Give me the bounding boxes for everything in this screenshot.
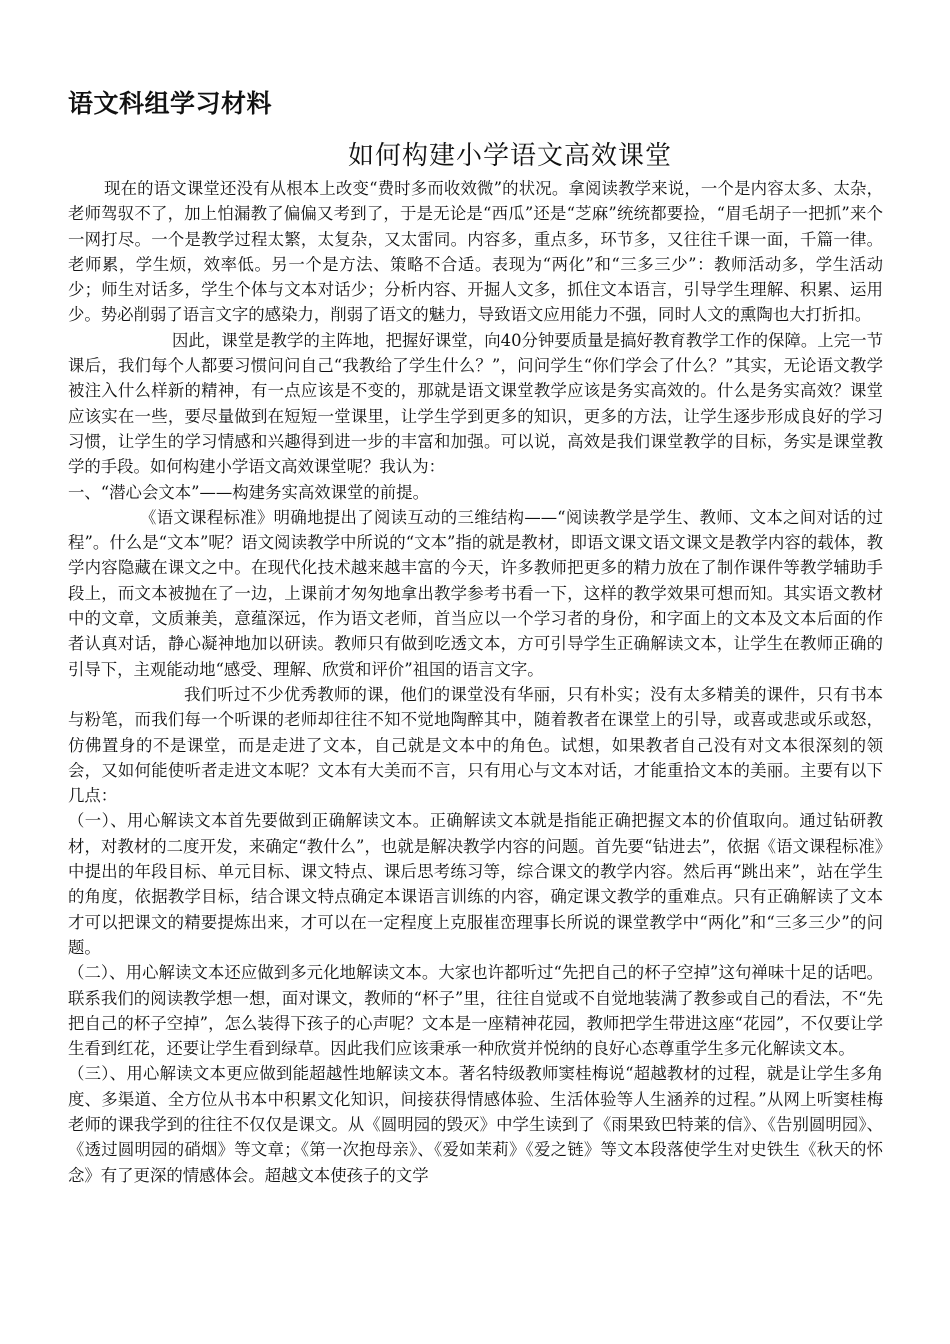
paragraph-therefore: 因此，课堂是教学的主阵地，把握好课堂，向40分钟要质量是搞好教育教学工作的保障。上完一节课后，我们每个人都要习惯问问自己“我教给了学生什么？”，问问学生“你们学会了什么？”其实，无论语文教学被注入什么样新的精神，有一点应该是不变的，那就是语文课堂教学应该是务实高效的。什么是务实高效？课堂应该实在一些，要尽量做到在短短一堂课里，让学生学到更多的知识，更多的方法，让学生逐步形成良好的学习习惯，让学生的学习情感和兴趣得到进一步的丰富和加强。可以说，高效是我们课堂教学的目标，务实是课堂教学的手段。如何构建小学语文高效课堂呢？我认为： [68, 330, 883, 477]
paragraph-curriculum-standard: 《语文课程标准》明确地提出了阅读互动的三维结构——“阅读教学是学生、教师、文本之间对话的过程”。什么是“文本”呢？语文阅读教学中所说的“文本”指的就是教材，即语文课文语文课文是教学内容的载体，教学内容隐藏在课文之中。在现代化技术越来越丰富的今天，许多教师把更多的精力放在了制作课件等教学辅助手段上，而文本被抛在了一边，上课前才匆匆地拿出教学参考书看一下，这样的教学效果可想而知。其实语文教材中的文章，文质兼美，意蕴深远，作为语文老师，首当应以一个学习者的身份，和字面上的文本及文本后面的作者认真对话，静心凝神地加以研读。教师只有做到吃透文本，方可引导学生正确解读文本，让学生在教师正确的引导下，主观能动地“感受、理解、欣赏和评价”祖国的语言文字。 [68, 507, 883, 679]
paragraph-point-1: （一）、用心解读文本首先要做到正确解读文本。正确解读文本就是指能正确把握文本的价值取向。通过钻研教材，对教材的二度开发，来确定“教什么”，也就是解决教学内容的问题。首先要“钻进去”，依据《语文课程标准》中提出的年段目标、单元目标、课文特点、课后思考练习等，综合课文的教学内容。然后再“跳出来”，站在学生的角度，依据教学目标，结合课文特点确定本课语言训练的内容，确定课文教学的重难点。只有正确解读了文本才可以把课文的精要提炼出来，才可以在一定程度上克服崔峦理事长所说的课堂教学中“两化”和“三多三少”的问题。 [68, 811, 883, 957]
paragraph-point-2: （二）、用心解读文本还应做到多元化地解读文本。大家也许都听过“先把自己的杯子空掉”这句禅味十足的话吧。联系我们的阅读教学想一想，面对课文，教师的“杯子”里，往往自觉或不自觉地装满了教参或自己的看法，不“先把自己的杯子空掉”，怎么装得下孩子的心声呢？文本是一座精神花园，教师把学生带进这座“花园”，不仅要让学生看到红花，还要让学生看到绿草。因此我们应该秉承一种欣赏并悦纳的良好心态尊重学生多元化解读文本。 [68, 963, 883, 1059]
paragraph-intro: 现在的语文课堂还没有从根本上改变“费时多而收效微”的状况。拿阅读教学来说，一个是内容太多、太杂，老师驾驭不了，加上怕漏教了偏偏又考到了，于是无论是“西瓜”还是“芝麻”统统都要捡，“眉毛胡子一把抓”来个一网打尽。一个是教学过程太繁，太复杂，又太雷同。内容多，重点多，环节多，又往往千课一面，千篇一律。老师累，学生烦，效率低。另一个是方法、策略不合适。表现为“两化”和“三多三少”：教师活动多，学生活动少；师生对话多，学生个体与文本对话少；分析内容、开掘人文多，抓住文本语言，引导学生理解、积累、运用少。势必削弱了语言文字的感染力，削弱了语文的魅力，导致语文应用能力不强，同时人文的熏陶也大打折扣。 [68, 179, 883, 325]
section-heading-1: 一、“潜心会文本”——构建务实高效课堂的前提。 [68, 482, 429, 502]
document-title: 如何构建小学语文高效课堂 [347, 141, 672, 171]
document-body [68, 176, 883, 1188]
paragraph-excellent-teachers: 我们听过不少优秀教师的课，他们的课堂没有华丽，只有朴实；没有太多精美的课件，只有书本与粉笔，而我们每一个听课的老师却往往不知不觉地陶醉其中，随着教者在课堂上的引导，或喜或悲或乐或怒，仿佛置身的不是课堂，而是走进了文本，自己就是文本中的角色。试想，如果教者自己没有对文本很深刻的领会，又如何能使听者走进文本呢？文本有大美而不言，只有用心与文本对话，才能重拾文本的美丽。主要有以下几点： [68, 684, 883, 806]
document-header: 语文科组学习材料 [68, 89, 273, 118]
paragraph-point-3: （三）、用心解读文本更应做到能超越性地解读文本。著名特级教师窦桂梅说“超越教材的过程，就是让学生多角度、多渠道、全方位从书本中积累文化知识，间接获得情感体验、生活体验等人生涵养的过程。”从网上听窦桂梅老师的课我学到的往往不仅仅是课文。从《圆明园的毁灭》中学生读到了《雨果致巴特莱的信》、《告别圆明园》、《透过圆明园的硝烟》等文章；《第一次抱母亲》、《爱如茉莉》《爱之链》等文本段落使学生对史铁生《秋天的怀念》有了更深的情感体会。超越文本使孩子的文学 [68, 1064, 883, 1185]
